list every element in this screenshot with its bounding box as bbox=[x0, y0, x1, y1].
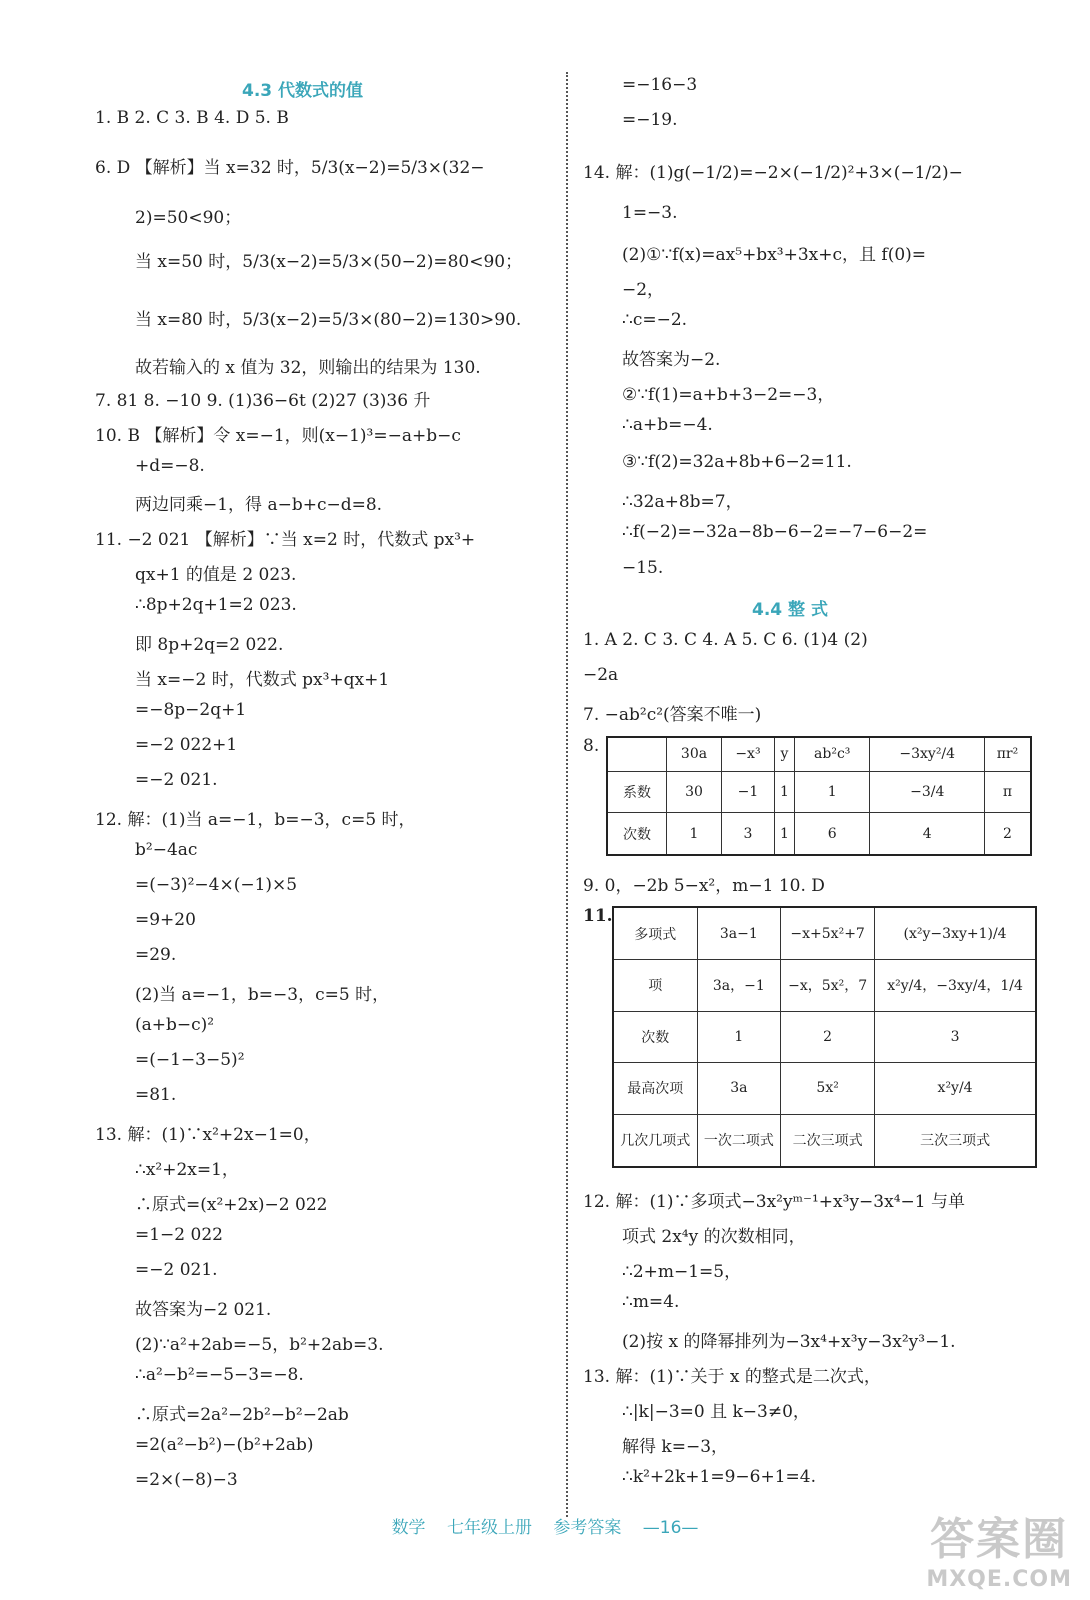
table-cell: 项 bbox=[613, 960, 697, 1012]
table-row bbox=[607, 771, 1031, 812]
table-cell: 2 bbox=[781, 1011, 875, 1063]
table-cell: x²y/4，−3xy/4，1/4 bbox=[875, 960, 1036, 1012]
left-text-line: =2(a²−b²)−(b²+2ab) bbox=[135, 1435, 314, 1455]
table-cell: 3a，−1 bbox=[697, 960, 781, 1012]
table-cell: 1 bbox=[667, 813, 722, 855]
table-cell: 3a bbox=[697, 1063, 781, 1115]
footer-grade: 七年级上册 bbox=[446, 1518, 532, 1538]
left-text-line: =−2 021. bbox=[135, 770, 218, 790]
left-text-line: 6. D 【解析】当 x=32 时，5/3(x−2)=5/3×(32− bbox=[95, 158, 485, 178]
right-text-line: (2)按 x 的降幂排列为−3x⁴+x³y−3x²y³−1. bbox=[622, 1332, 956, 1352]
table-cell: 系数 bbox=[607, 771, 667, 812]
right-text-line: 7. −ab²c²(答案不唯一) bbox=[583, 705, 762, 725]
left-text-line: +d=−8. bbox=[135, 456, 205, 476]
left-text-line: 当 x=−2 时，代数式 px³+qx+1 bbox=[135, 670, 390, 690]
right-text-line: =−19. bbox=[622, 110, 678, 130]
left-text-line: b²−4ac bbox=[135, 840, 198, 860]
left-text-line: ∴原式=2a²−2b²−b²−2ab bbox=[135, 1405, 349, 1425]
right-text-line: ∴f(−2)=−32a−8b−6−2=−7−6−2= bbox=[622, 522, 928, 542]
left-text-line: 故若输入的 x 值为 32，则输出的结果为 130. bbox=[135, 358, 481, 378]
table-cell: 6 bbox=[795, 813, 870, 855]
right-text-line: ∴2+m−1=5， bbox=[622, 1262, 742, 1282]
right-text-line: 1. A 2. C 3. C 4. A 5. C 6. (1)4 (2) bbox=[583, 630, 868, 650]
table-cell: −3/4 bbox=[870, 771, 984, 812]
table-cell: 4 bbox=[870, 813, 984, 855]
left-text-line: 7. 81 8. −10 9. (1)36−6t (2)27 (3)36 升 bbox=[95, 391, 431, 411]
table-cell: −3xy²/4 bbox=[870, 737, 984, 771]
table-cell: 1 bbox=[697, 1011, 781, 1063]
right-text-line: ∴32a+8b=7， bbox=[622, 492, 743, 512]
left-text-line: 当 x=80 时，5/3(x−2)=5/3×(80−2)=130>90. bbox=[135, 310, 522, 330]
right-text-line: ∴k²+2k+1=9−6+1=4. bbox=[622, 1467, 816, 1487]
table-cell: 1 bbox=[774, 771, 794, 812]
table-row bbox=[613, 960, 1036, 1012]
table-cell: 30a bbox=[667, 737, 722, 771]
right-text-line: −15. bbox=[622, 558, 664, 578]
table-row bbox=[613, 1011, 1036, 1063]
table-cell: 3 bbox=[875, 1011, 1036, 1063]
table-row bbox=[613, 1114, 1036, 1167]
left-text-line: (2)当 a=−1，b=−3，c=5 时， bbox=[135, 985, 390, 1005]
left-text-line: 当 x=50 时，5/3(x−2)=5/3×(50−2)=80<90； bbox=[135, 252, 523, 272]
table-cell: −1 bbox=[721, 771, 774, 812]
right-text-line: ∴|k|−3=0 且 k−3≠0， bbox=[622, 1402, 810, 1422]
right-text-line: ③∵f(2)=32a+8b+6−2=11. bbox=[622, 452, 852, 472]
left-text-line: =1−2 022 bbox=[135, 1225, 223, 1245]
left-text-line: 1. B 2. C 3. B 4. D 5. B bbox=[95, 108, 289, 128]
right-text-line: 13. 解：(1)∵关于 x 的整式是二次式， bbox=[583, 1367, 881, 1387]
right-text-line: 1=−3. bbox=[622, 203, 678, 223]
right-text-line: −2a bbox=[583, 665, 619, 685]
table-cell: x²y/4 bbox=[875, 1063, 1036, 1115]
table-cell: 3 bbox=[721, 813, 774, 855]
table-row bbox=[613, 1063, 1036, 1115]
left-text-line: =2×(−8)−3 bbox=[135, 1470, 238, 1490]
left-text-line: 即 8p+2q=2 022. bbox=[135, 635, 284, 655]
right-text-line: 12. 解：(1)∵多项式−3x²yᵐ⁻¹+x³y−3x⁴−1 与单 bbox=[583, 1192, 965, 1212]
left-text-line: ∴x²+2x=1， bbox=[135, 1160, 239, 1180]
table-row bbox=[607, 737, 1031, 771]
left-text-line: 故答案为−2 021. bbox=[135, 1300, 272, 1320]
table-cell: −x+5x²+7 bbox=[781, 907, 875, 960]
left-text-line: =81. bbox=[135, 1085, 177, 1105]
table-cell: 1 bbox=[774, 813, 794, 855]
table-cell: ab²c³ bbox=[795, 737, 870, 771]
left-text-line: ∴a²−b²=−5−3=−8. bbox=[135, 1365, 304, 1385]
table-row bbox=[613, 907, 1036, 960]
table-cell: −x，5x²，7 bbox=[781, 960, 875, 1012]
watermark-logo: 答案圈 MXQE.COM bbox=[926, 1514, 1072, 1592]
table-8 bbox=[606, 736, 1032, 856]
left-text-line: 2)=50<90； bbox=[135, 208, 242, 228]
footer-page-number: —16— bbox=[642, 1518, 699, 1538]
left-text-line: =29. bbox=[135, 945, 177, 965]
table-cell bbox=[607, 737, 667, 771]
table-cell: 30 bbox=[667, 771, 722, 812]
section-title-4-3: 4.3 代数式的值 bbox=[242, 81, 364, 101]
table-cell: 最高次项 bbox=[613, 1063, 697, 1115]
right-text-line: 项式 2x⁴y 的次数相同， bbox=[622, 1227, 806, 1247]
table-cell: 次数 bbox=[613, 1011, 697, 1063]
table-cell: πr² bbox=[984, 737, 1031, 771]
table-cell: 多项式 bbox=[613, 907, 697, 960]
right-text-line: 解得 k=−3， bbox=[622, 1437, 729, 1457]
left-text-line: =(−3)²−4×(−1)×5 bbox=[135, 875, 298, 895]
right-text-line: (2)①∵f(x)=ax⁵+bx³+3x+c，且 f(0)= bbox=[622, 245, 927, 265]
left-text-line: qx+1 的值是 2 023. bbox=[135, 565, 297, 585]
left-text-line: ∴8p+2q+1=2 023. bbox=[135, 595, 297, 615]
right-text-line: 8. bbox=[583, 736, 600, 756]
left-text-line: ∴原式=(x²+2x)−2 022 bbox=[135, 1195, 328, 1215]
table-cell: 1 bbox=[795, 771, 870, 812]
table-cell: π bbox=[984, 771, 1031, 812]
table-cell: 一次二项式 bbox=[697, 1114, 781, 1167]
table-cell: 几次几项式 bbox=[613, 1114, 697, 1167]
table-cell: 5x² bbox=[781, 1063, 875, 1115]
table-row bbox=[607, 813, 1031, 855]
left-text-line: 10. B 【解析】令 x=−1，则(x−1)³=−a+b−c bbox=[95, 426, 461, 446]
section-title-4-4: 4.4 整 式 bbox=[752, 600, 828, 620]
footer-label: 参考答案 bbox=[553, 1518, 622, 1538]
answer-9-10: 9. 0，−2b 5−x²，m−1 10. D bbox=[583, 876, 825, 896]
right-text-line: 故答案为−2. bbox=[622, 350, 721, 370]
table-cell: 次数 bbox=[607, 813, 667, 855]
table-cell: −x³ bbox=[721, 737, 774, 771]
left-text-line: (a+b−c)² bbox=[135, 1015, 215, 1035]
right-text-line: ∴a+b=−4. bbox=[622, 415, 713, 435]
right-text-line: ∴m=4. bbox=[622, 1292, 680, 1312]
right-text-line: ②∵f(1)=a+b+3−2=−3， bbox=[622, 385, 835, 405]
left-text-line: 12. 解：(1)当 a=−1，b=−3，c=5 时， bbox=[95, 810, 416, 830]
left-text-line: =(−1−3−5)² bbox=[135, 1050, 245, 1070]
right-text-line: 14. 解：(1)g(−1/2)=−2×(−1/2)²+3×(−1/2)− bbox=[583, 163, 963, 183]
left-text-line: =9+20 bbox=[135, 910, 196, 930]
left-text-line: =−8p−2q+1 bbox=[135, 700, 247, 720]
table-cell: 2 bbox=[984, 813, 1031, 855]
table-cell: 3a−1 bbox=[697, 907, 781, 960]
left-text-line: 11. −2 021 【解析】∵当 x=2 时，代数式 px³+ bbox=[95, 530, 476, 550]
right-text-line: −2， bbox=[622, 280, 665, 300]
footer-subject: 数学 bbox=[391, 1518, 426, 1538]
table-11 bbox=[612, 906, 1037, 1168]
table-cell: (x²y−3xy+1)/4 bbox=[875, 907, 1036, 960]
column-divider bbox=[566, 72, 568, 1517]
table-cell: 三次三项式 bbox=[875, 1114, 1036, 1167]
left-text-line: (2)∵a²+2ab=−5，b²+2ab=3. bbox=[135, 1335, 384, 1355]
right-text-line: =−16−3 bbox=[622, 75, 698, 95]
table-cell: y bbox=[774, 737, 794, 771]
label-11: 11. bbox=[583, 906, 613, 926]
table-cell: 二次三项式 bbox=[781, 1114, 875, 1167]
left-text-line: 两边同乘−1，得 a−b+c−d=8. bbox=[135, 495, 383, 515]
right-text-line: ∴c=−2. bbox=[622, 310, 688, 330]
left-text-line: =−2 022+1 bbox=[135, 735, 238, 755]
left-text-line: =−2 021. bbox=[135, 1260, 218, 1280]
left-text-line: 13. 解：(1)∵x²+2x−1=0， bbox=[95, 1125, 321, 1145]
